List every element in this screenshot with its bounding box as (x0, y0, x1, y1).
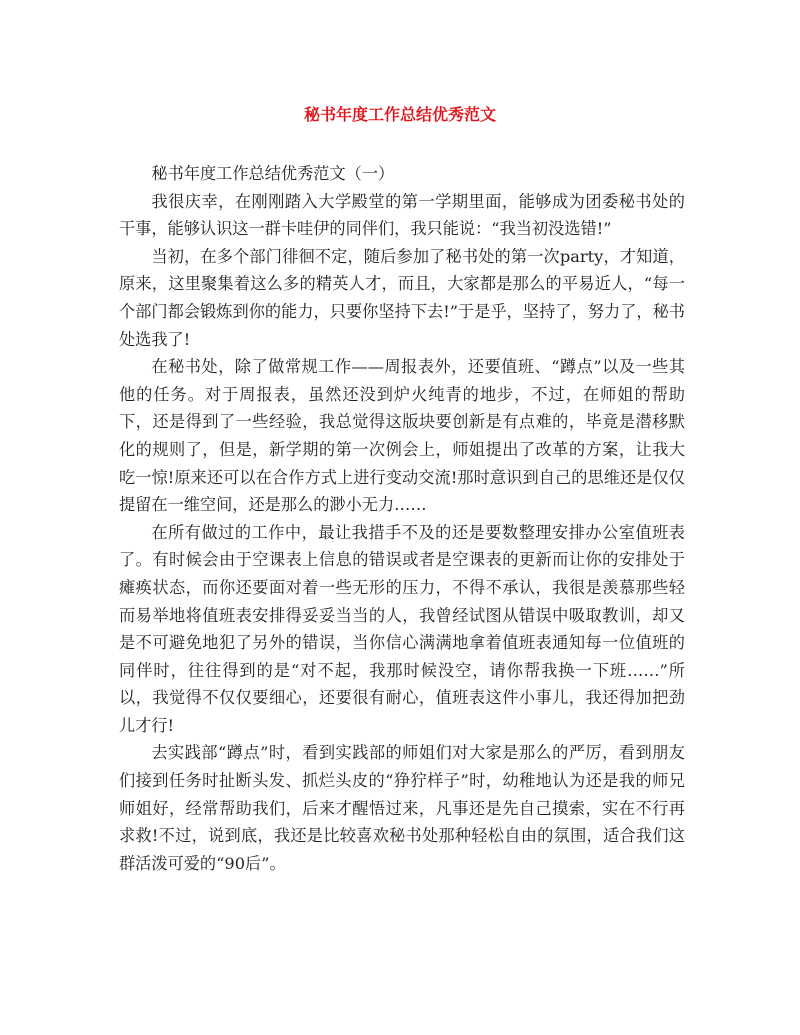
document-title: 秘书年度工作总结优秀范文 (303, 105, 496, 124)
paragraph-1: 我很庆幸，在刚刚踏入大学殿堂的第一学期里面，能够成为团委秘书处的干事，能够认识这一群卡哇伊的同伴们，我只能说：“我当初没选错!” (119, 191, 685, 239)
paragraph-2: 当初，在多个部门徘徊不定，随后参加了秘书处的第一次party，才知道，原来，这里聚集着这么多的精英人才，而且，大家都是那么的平易近人，“每一个部门都会锻炼到你的能力，只要你坚持下去!”于是乎，坚持了，努力了，秘书处选我了! (119, 246, 685, 349)
paragraph-4: 在所有做过的工作中，最让我措手不及的还是要数整理安排办公室值班表了。有时候会由于空课表上信息的错误或者是空课表的更新而让你的安排处于瘫痪状态，而你还要面对着一些无形的压力，不得不承认，我很是羡慕那些轻而易举地将值班表安排得妥妥当当的人，我曾经试图从错误中吸取教训，却又是不可避免地犯了另外的错误，当你信心满满地拿着值班表通知每一位值班的同伴时，往往得到的是“对不起，我那时候没空，请你帮我换一下班……”所以，我觉得不仅仅要细心，还要很有耐心，值班表这件小事儿，我还得加把劲儿才行! (119, 522, 685, 735)
section-heading: 秘书年度工作总结优秀范文（一） (151, 164, 395, 183)
document-body (119, 160, 685, 877)
paragraph-3: 在秘书处，除了做常规工作——周报表外，还要值班、“蹲点”以及一些其他的任务。对于周报表，虽然还没到炉火纯青的地步，不过，在师姐的帮助下，还是得到了一些经验，我总觉得这版块要创新是有点难的，毕竟是潜移默化的规则了，但是，新学期的第一次例会上，师姐提出了改革的方案，让我大吃一惊!原来还可以在合作方式上进行变动交流!那时意识到自己的思维还是仅仅提留在一维空间，还是那么的渺小无力…… (119, 357, 685, 515)
paragraph-5: 去实践部“蹲点”时，看到实践部的师姐们对大家是那么的严厉，看到朋友们接到任务时扯断头发、抓烂头皮的“狰狞样子”时，幼稚地认为还是我的师兄师姐好，经常帮助我们，后来才醒悟过来，凡事还是先自己摸索，实在不行再求救!不过，说到底，我还是比较喜欢秘书处那种轻松自由的氛围，适合我们这群活泼可爱的“90后”。 (119, 743, 685, 873)
